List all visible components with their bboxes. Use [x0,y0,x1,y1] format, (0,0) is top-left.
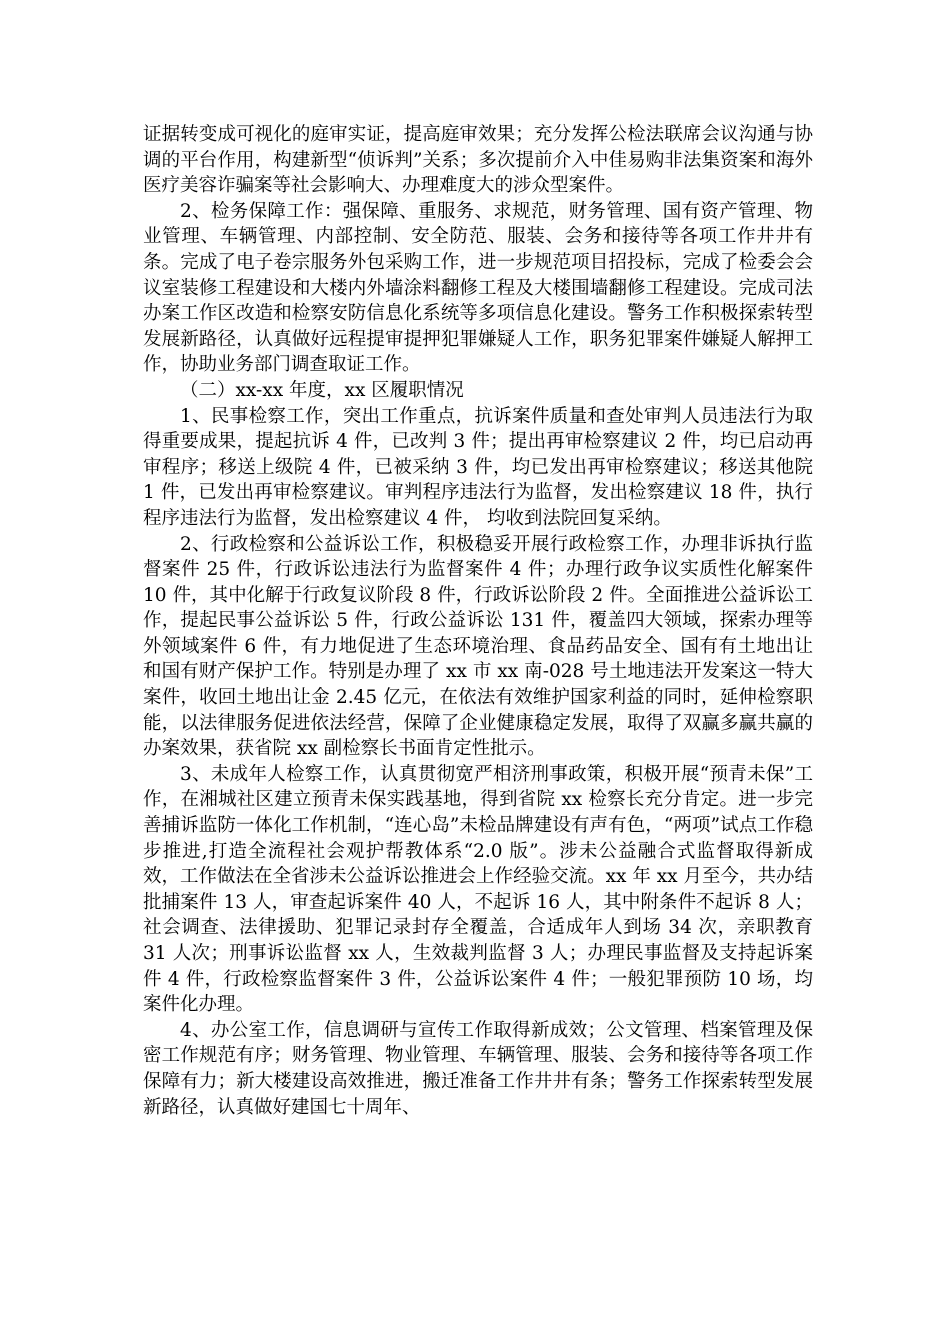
paragraph-office-work: 4、办公室工作，信息调研与宣传工作取得新成效；公文管理、档案管理及保密工作规范有序；财务管理、物业管理、车辆管理、服装、会务和接待等各项工作保障有力；新大楼建设高效推进，搬迁准备工作井井有条；警务工作探索转型发展新路径，认真做好建国七十周年、 [143,1019,813,1118]
paragraph-procuratorial-support: 2、检务保障工作：强保障、重服务、求规范，财务管理、国有资产管理、物业管理、车辆管理、内部控制、安全防范、服装、会务和接待等各项工作井井有条。完成了电子卷宗服务外包采购工作，进一步规范项目招投标，完成了检委会会议室装修工程建设和大楼内外墙涂料翻修工程及大楼围墙翻修工程建设。完成司法办案工作区改造和检察安防信息化系统等多项信息化建设。警务工作积极探索转型发展新路径，认真做好远程提审提押犯罪嫌疑人工作，职务犯罪案件嫌疑人解押工作，协助业务部门调查取证工作。 [143,200,813,376]
paragraph-juvenile-procuratorate: 3、未成年人检察工作，认真贯彻宽严相济刑事政策，积极开展“预青未保”工作，在湘城社区建立预青未保实践基地，得到省院 xx 检察长充分肯定。进一步完善捕诉监防一体化工作机制，“连心岛”未检品牌建设有声有色，“两项”试点工作稳步推进,打造全流程社会观护帮教体系“2.0 版”。涉未公益融合式监督取得新成效，工作做法在全省涉未公益诉讼推进会上作经验交流。xx 年 xx 月至今，共办结批捕案件 13 人，审查起诉案件 40 人，不起诉 16 人，其中附条件不起诉 8 人；社会调查、法律援助、犯罪记录封存全覆盖，合适成年人到场 34 次，亲职教育 31 人次；刑事诉讼监督 xx 人，生效裁判监督 3 人；办理民事监督及支持起诉案件 4 件，行政检察监督案件 3 件，公益诉讼案件 4 件；一般犯罪预防 10 场，均案件化办理。 [143,763,813,1016]
document-body [143,122,813,1120]
paragraph-continued: 证据转变成可视化的庭审实证，提高庭审效果；充分发挥公检法联席会议沟通与协调的平台作用，构建新型“侦诉判”关系；多次提前介入中佳易购非法集资案和海外医疗美容诈骗案等社会影响大、办理难度大的涉众型案件。 [143,124,813,197]
section-heading: （二）xx-xx 年度，xx 区履职情况 [180,379,464,401]
paragraph-civil-procuratorate: 1、民事检察工作，突出工作重点，抗诉案件质量和查处审判人员违法行为取得重要成果，提起抗诉 4 件，已改判 3 件；提出再审检察建议 2 件，均已启动再审程序；移送上级院 4 件，已被采纳 3 件，均已发出再审检察建议；移送其他院 1 件，已发出再审检察建议。审判程序违法行为监督，发出检察建议 18 件，执行程序违法行为监督，发出检察建议 4 件， 均收到法院回复采纳。 [143,405,813,529]
paragraph-administrative-public-interest: 2、行政检察和公益诉讼工作，积极稳妥开展行政检察工作，办理非诉执行监督案件 25 件，行政诉讼违法行为监督案件 4 件；办理行政争议实质性化解案件 10 件，其中化解于行政复议阶段 8 件，行政诉讼阶段 2 件。全面推进公益诉讼工作，提起民事公益诉讼 5 件，行政公益诉讼 131 件，覆盖四大领域，探索办理等外领域案件 6 件，有力地促进了生态环境治理、食品药品安全、国有有土地出让和国有财产保护工作。特别是办理了 xx 市 xx 南-028 号土地违法开发案这一特大案件，收回土地出让金 2.45 亿元，在依法有效维护国家利益的同时，延伸检察职能，以法律服务促进依法经营，保障了企业健康稳定发展，取得了双赢多赢共赢的办案效果，获省院 xx 副检察长书面肯定性批示。 [143,533,813,760]
